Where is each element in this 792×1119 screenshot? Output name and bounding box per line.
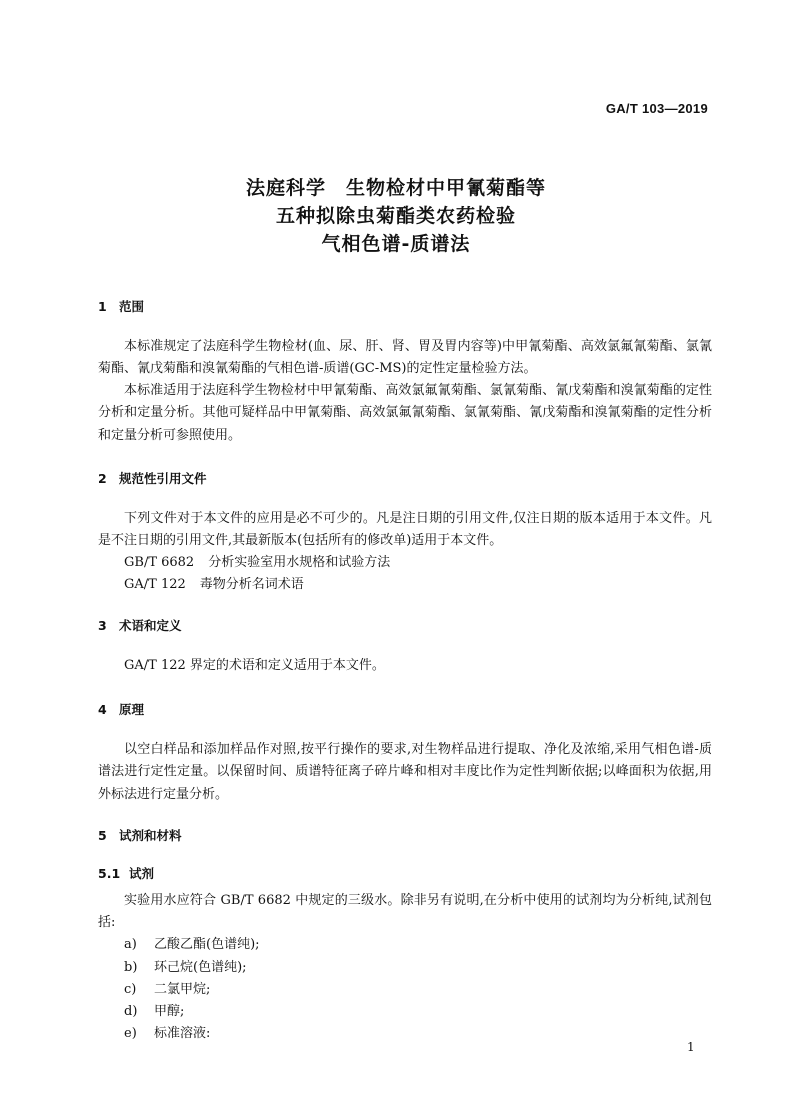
list-item-text: 乙酸乙酯(色谱纯);	[154, 937, 260, 952]
section-number: 2	[98, 471, 107, 486]
subsection-number: 5.1	[98, 866, 121, 881]
section-title: 原理	[119, 702, 145, 717]
reference-code: GB/T 6682	[124, 555, 195, 570]
list-item-text: 标准溶液:	[154, 1026, 211, 1041]
section-number: 5	[98, 828, 107, 843]
list-item	[124, 934, 260, 956]
section-4-heading	[98, 700, 144, 718]
document-title-line-1: 法庭科学 生物检材中甲氰菊酯等	[245, 177, 546, 199]
page-number: 1	[687, 1040, 695, 1054]
section-2-paragraph-1: 下列文件对于本文件的应用是必不可少的。凡是注日期的引用文件,仅注日期的版本适用于本文件。凡是不注日期的引用文件,其最新版本(包括所有的修改单)适用于本文件。	[98, 511, 712, 549]
list-item	[124, 1001, 184, 1023]
list-item-text: 二氯甲烷;	[154, 982, 211, 997]
section-title: 规范性引用文件	[119, 471, 207, 486]
section-5-heading	[98, 826, 182, 844]
list-item-text: 甲醇;	[154, 1004, 185, 1019]
section-title: 试剂和材料	[119, 828, 182, 843]
reference-code: GA/T 122	[124, 577, 186, 592]
list-item	[124, 1023, 210, 1045]
list-item-label: e)	[124, 1026, 137, 1041]
list-item	[124, 979, 210, 1001]
section-3-paragraph-1: GA/T 122 界定的术语和定义适用于本文件。	[124, 658, 385, 673]
section-1-heading	[98, 297, 144, 315]
subsection-5-1-heading	[98, 864, 154, 882]
reference-item	[124, 574, 304, 596]
section-2-heading	[98, 469, 207, 487]
section-number: 1	[98, 299, 107, 314]
list-item	[124, 957, 247, 979]
section-title: 范围	[119, 299, 145, 314]
section-title: 术语和定义	[119, 618, 182, 633]
reference-name: 分析实验室用水规格和试验方法	[208, 555, 391, 570]
standard-code: GA/T 103—2019	[605, 101, 708, 116]
subsection-title: 试剂	[129, 866, 155, 881]
section-number: 3	[98, 618, 107, 633]
list-item-label: d)	[124, 1004, 138, 1019]
section-1-paragraph-1: 本标准规定了法庭科学生物检材(血、尿、肝、肾、胃及胃内容等)中甲氰菊酯、高效氯氟氰菊酯、氯氰菊酯、氰戊菊酯和溴氰菊酯的气相色谱-质谱(GC-MS)的定性定量检验方法。	[98, 339, 712, 377]
section-3-heading	[98, 616, 182, 634]
list-item-text: 环己烷(色谱纯);	[154, 960, 247, 975]
section-4-paragraph-1: 以空白样品和添加样品作对照,按平行操作的要求,对生物样品进行提取、净化及浓缩,采用气相色谱-质谱法进行定性定量。以保留时间、质谱特征离子碎片峰和相对丰度比作为定性判断依据;以峰面积为依据,用外标法进行定量分析。	[98, 742, 712, 802]
document-title-line-3: 气相色谱-质谱法	[321, 233, 471, 255]
list-item-label: c)	[124, 982, 137, 997]
section-1-paragraph-2: 本标准适用于法庭科学生物检材中甲氰菊酯、高效氯氟氰菊酯、氯氰菊酯、氰戊菊酯和溴氰菊酯的定性分析和定量分析。其他可疑样品中甲氰菊酯、高效氯氟氰菊酯、氯氰菊酯、氰戊菊酯和溴氰菊酯的定性分析和定量分析可参照使用。	[98, 383, 712, 443]
reference-name: 毒物分析名词术语	[199, 577, 304, 592]
reference-item	[124, 552, 390, 574]
list-item-label: b)	[124, 960, 138, 975]
document-title-line-2: 五种拟除虫菊酯类农药检验	[275, 205, 516, 227]
section-number: 4	[98, 702, 107, 717]
subsection-5-1-paragraph: 实验用水应符合 GB/T 6682 中规定的三级水。除非另有说明,在分析中使用的试剂均为分析纯,试剂包括:	[98, 893, 712, 931]
list-item-label: a)	[124, 937, 137, 952]
